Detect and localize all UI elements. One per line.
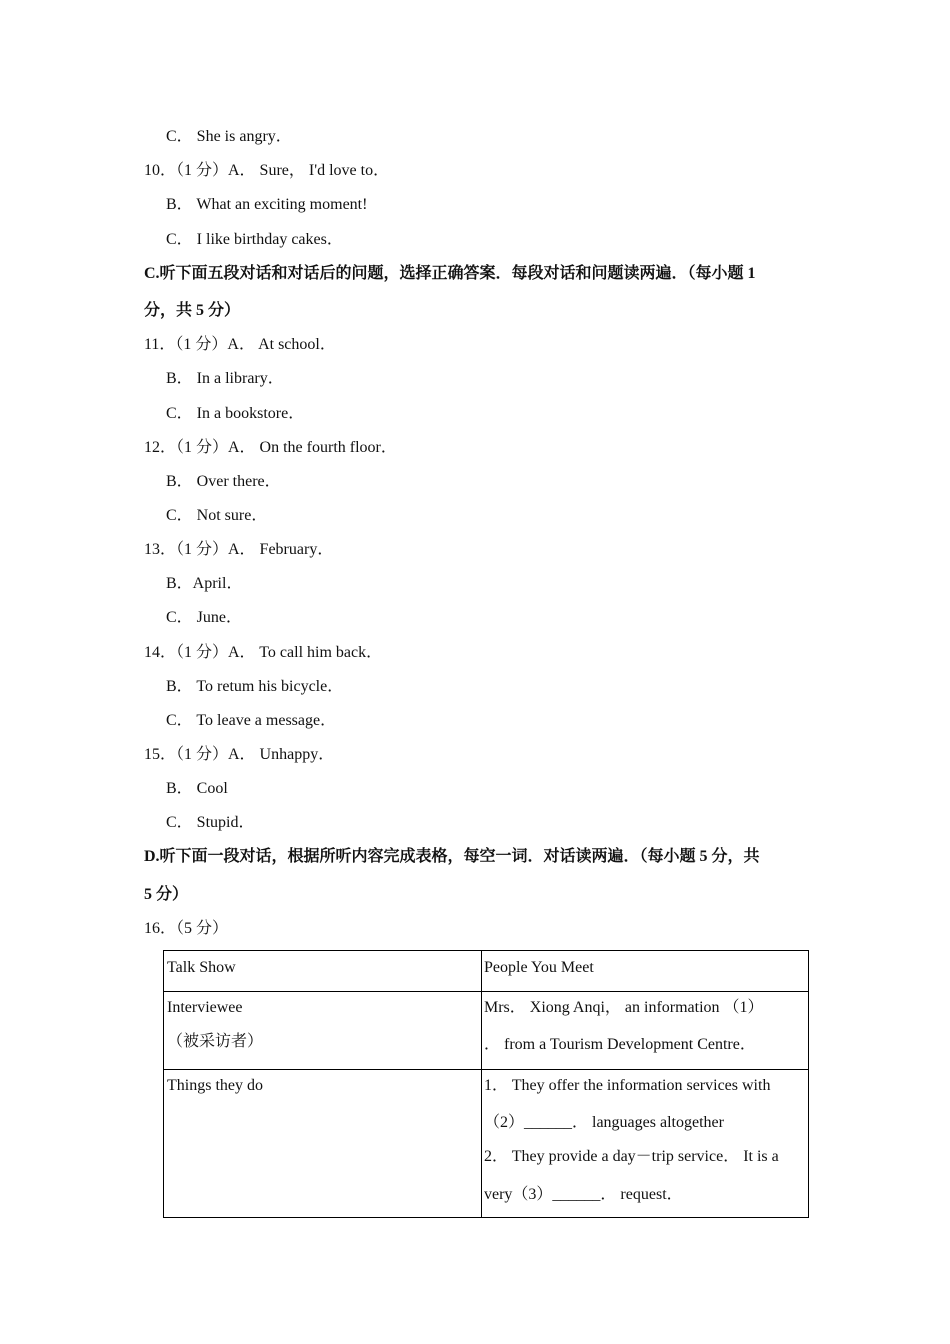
q13-option-b: B．April． [166, 575, 243, 592]
section-d-heading-line1: D.听下面一段对话，根据所听内容完成表格，每空一词．对话读两遍．（每小题 5 分，共 [144, 848, 760, 865]
q13-stem: 13．（1 分）A． February． [144, 541, 334, 558]
q14-option-b: B． To retum his bicycle． [166, 678, 344, 695]
cell-interviewee-answer-line2: ． from a Tourism Development Centre． [484, 1036, 756, 1053]
section-c-heading-line2: 分，共 5 分） [144, 302, 241, 319]
q15-option-c: C． Stupid． [166, 814, 255, 831]
section-d-heading-line2: 5 分） [144, 886, 189, 903]
cell-things-line1: 1． They offer the information services with [484, 1077, 771, 1094]
talk-show-table [163, 950, 809, 1218]
q10-stem: 10．（1 分）A． Sure， I'd love to． [144, 162, 390, 179]
q9-option-c: C． She is angry． [166, 128, 292, 145]
q11-option-b: B． In a library． [166, 370, 284, 387]
section-c-heading-line1: C.听下面五段对话和对话后的问题，选择正确答案．每段对话和问题读两遍．（每小题 1 [144, 265, 756, 282]
cell-things-they-do: Things they do [167, 1077, 263, 1094]
table-header-people-you-meet: People You Meet [484, 959, 594, 976]
table-row-divider [164, 991, 808, 992]
q10-option-b: B． What an exciting moment! [166, 196, 368, 213]
cell-interviewee: Interviewee [167, 999, 243, 1016]
table-row-divider [164, 1069, 808, 1070]
q11-option-c: C． In a bookstore． [166, 405, 305, 422]
q12-option-b: B． Over there． [166, 473, 281, 490]
q13-option-c: C． June． [166, 609, 243, 626]
cell-things-line3: 2． They provide a day－trip service． It is a [484, 1148, 779, 1165]
q12-stem: 12．（1 分）A． On the fourth floor． [144, 439, 397, 456]
cell-interviewee-answer-line1: Mrs． Xiong Anqi， an information （1） [484, 999, 764, 1016]
q10-option-c: C． I like birthday cakes． [166, 231, 343, 248]
cell-interviewee-chinese: （被采访者） [167, 1033, 264, 1050]
q15-stem: 15．（1 分）A． Unhappy． [144, 746, 335, 763]
q11-stem: 11．（1 分）A． At school． [144, 336, 336, 353]
q12-option-c: C． Not sure． [166, 507, 268, 524]
cell-things-line2: （2）______． languages altogether [484, 1114, 724, 1131]
q14-stem: 14．（1 分）A． To call him back． [144, 644, 383, 661]
q16-stem: 16．（5 分） [144, 920, 229, 937]
table-header-talk-show: Talk Show [167, 959, 236, 976]
q14-option-c: C． To leave a message． [166, 712, 337, 729]
cell-things-line4: very（3）______． request． [484, 1186, 683, 1203]
q15-option-b: B． Cool [166, 780, 228, 797]
